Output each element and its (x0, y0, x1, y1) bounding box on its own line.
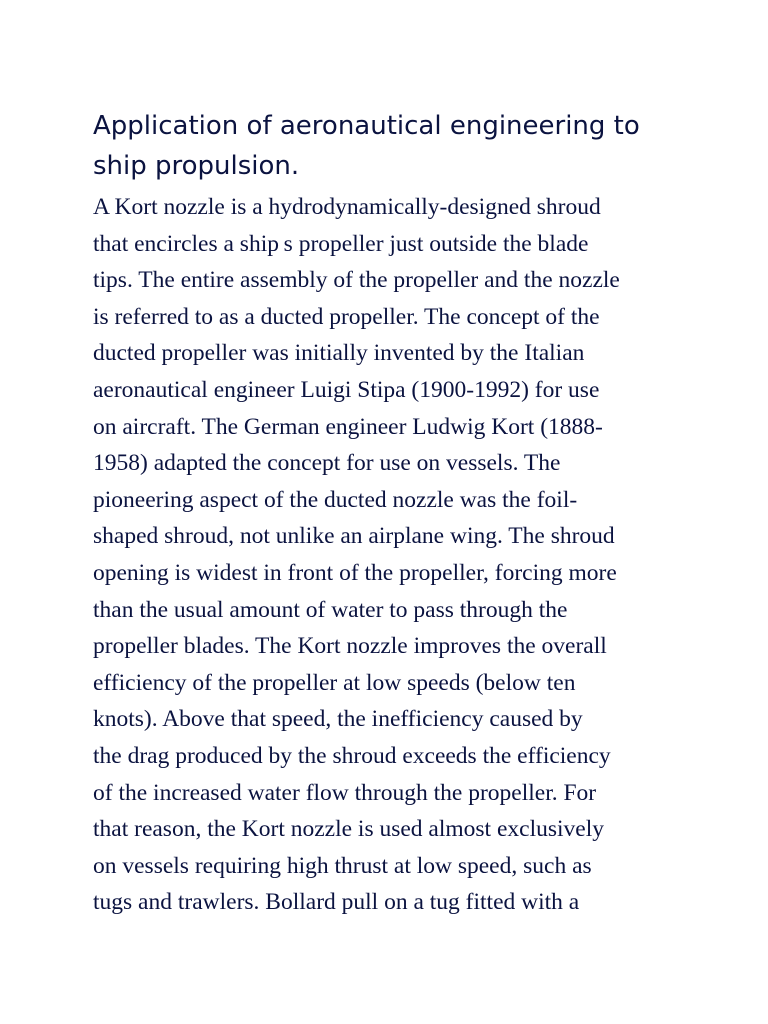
body-line: on vessels requiring high thrust at low speed, such as (93, 852, 592, 879)
body-line: that encircles a ship s propeller just outside the blade (93, 230, 589, 257)
body-line: aeronautical engineer Luigi Stipa (1900-1992) for use (93, 376, 600, 403)
body-line: the drag produced by the shroud exceeds the efficiency (93, 742, 611, 769)
body-line: pioneering aspect of the ducted nozzle was the foil- (93, 486, 578, 513)
body-line: on aircraft. The German engineer Ludwig Kort (1888- (93, 413, 603, 440)
document-heading (93, 106, 713, 186)
body-line: than the usual amount of water to pass through the (93, 596, 568, 623)
body-line: efficiency of the propeller at low speeds (below ten (93, 669, 576, 696)
body-line: is referred to as a ducted propeller. The concept of the (93, 303, 600, 330)
heading-line: ship propulsion. (93, 151, 300, 181)
document-body (93, 189, 693, 921)
body-line: tips. The entire assembly of the propeller and the nozzle (93, 267, 620, 294)
body-line: that reason, the Kort nozzle is used almost exclusively (93, 816, 604, 843)
heading-line: Application of aeronautical engineering to (93, 111, 640, 141)
body-line: shaped shroud, not unlike an airplane wing. The shroud (93, 523, 615, 550)
body-line: tugs and trawlers. Bollard pull on a tug fitted with a (93, 889, 580, 916)
body-line: opening is widest in front of the propeller, forcing more (93, 559, 617, 586)
body-line: of the increased water flow through the propeller. For (93, 779, 597, 806)
body-line: knots). Above that speed, the inefficiency caused by (93, 706, 583, 733)
body-line: ducted propeller was initially invented by the Italian (93, 340, 585, 367)
body-line: A Kort nozzle is a hydrodynamically-designed shroud (93, 194, 601, 220)
body-line: 1958) adapted the concept for use on vessels. The (93, 450, 561, 477)
body-line: propeller blades. The Kort nozzle improves the overall (93, 633, 607, 660)
